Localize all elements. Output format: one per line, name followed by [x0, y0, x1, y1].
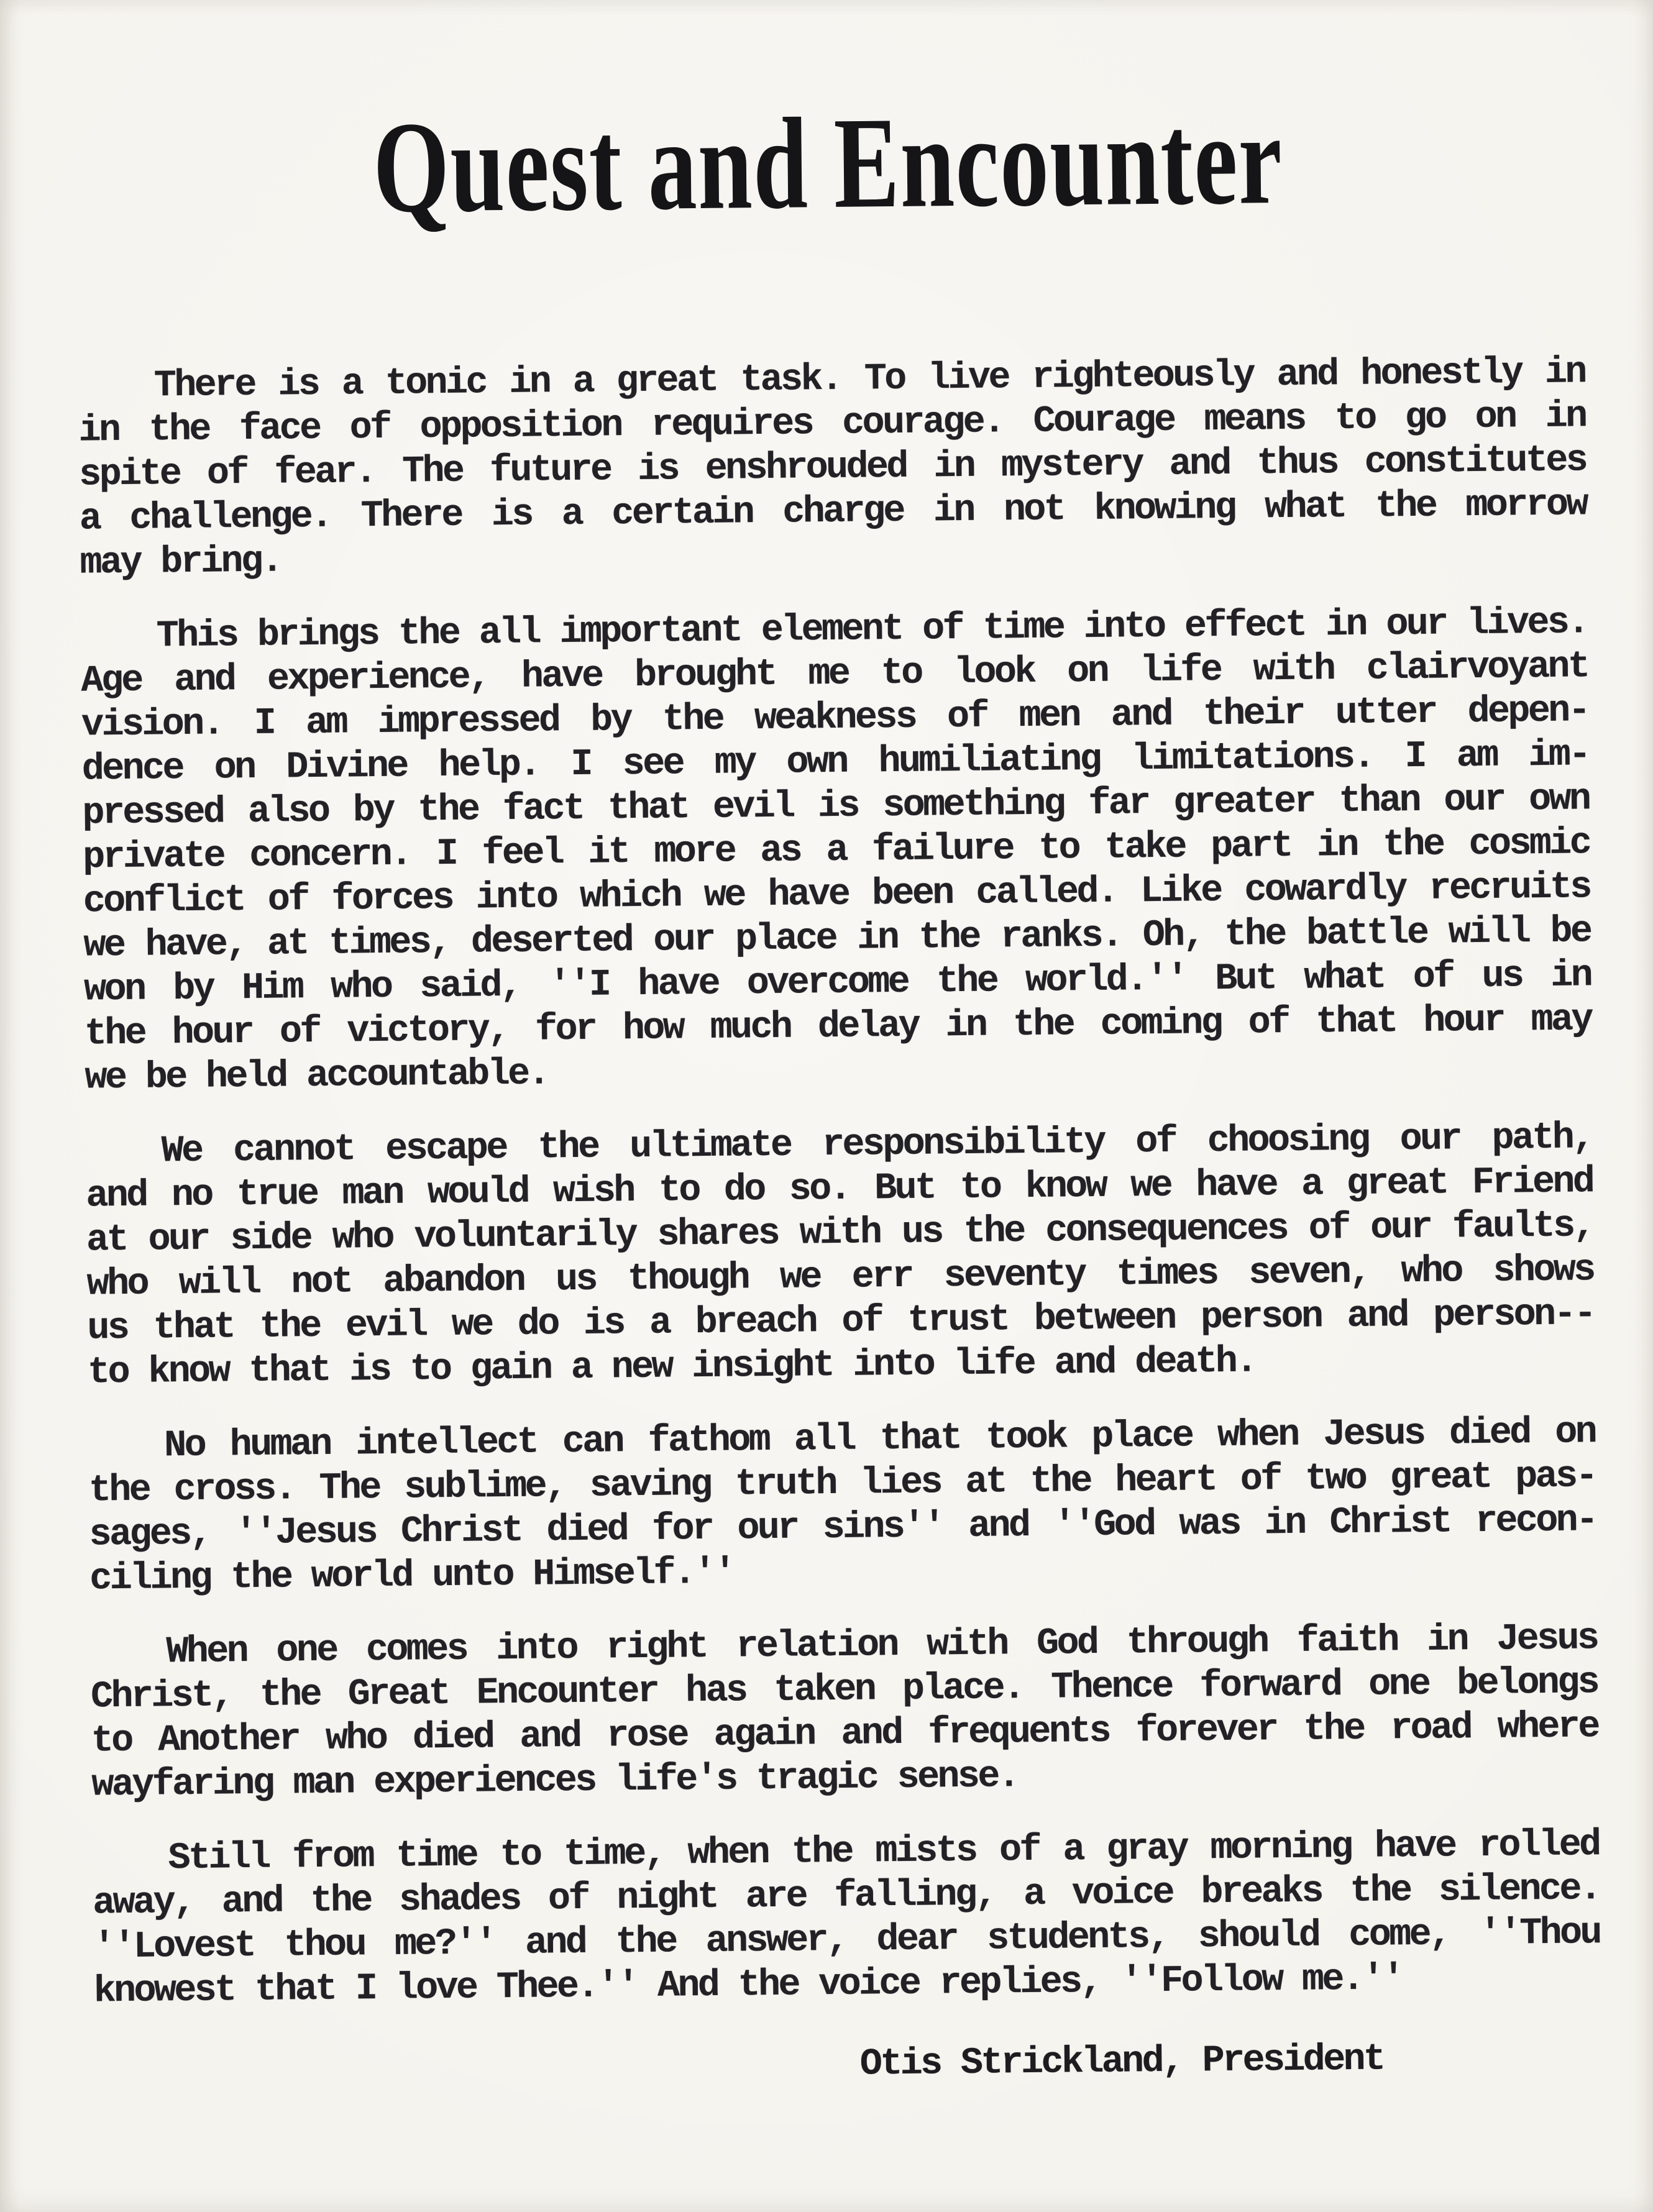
- text-line: and no true man would wish to do so. But to know we have a great Friend: [86, 1161, 1593, 1218]
- paragraph: [88, 1410, 1597, 1601]
- text-line: No human intellect can fathom all that took place when Jesus died on: [163, 1411, 1596, 1468]
- text-line: may bring.: [80, 540, 282, 585]
- page-title-text: Quest and Encounter: [372, 86, 1284, 240]
- text-line: There is a tonic in a great task. To live righteously and honestly in: [153, 351, 1586, 408]
- text-line: When one comes into right relation with God through faith in Jesus: [166, 1617, 1598, 1674]
- text-line: sages, ''Jesus Christ died for our sins'' and ''God was in Christ recon-: [89, 1499, 1596, 1556]
- text-line: won by Him who said, ''I have overcome the world.'' But what of us in: [83, 954, 1591, 1012]
- text-line: to Another who died and rose again and frequents forever the road where: [91, 1706, 1599, 1763]
- text-line: we be held accountable.: [85, 1053, 549, 1100]
- page-title: [1, 86, 1653, 240]
- paragraph: [92, 1823, 1601, 2014]
- text-line: This brings the all important element of time into effect in our lives.: [156, 601, 1588, 658]
- text-line: we have, at times, deserted our place in the ranks. Oh, the battle will be: [83, 910, 1591, 967]
- paragraph: [90, 1617, 1599, 1808]
- signature-line: Otis Strickland, President: [859, 2038, 1384, 2086]
- text-line: a challenge. There is a certain charge in not knowing what the morrow: [79, 483, 1587, 541]
- paragraph: [78, 350, 1587, 585]
- text-line: who will not abandon us though we err seventy times seven, who shows: [86, 1249, 1595, 1306]
- text-line: Age and experience, have brought me to look on life with clairvoyant: [81, 646, 1588, 703]
- text-line: ciling the world unto Himself.'': [89, 1552, 735, 1601]
- text-line: We cannot escape the ultimate responsibility of choosing our path,: [161, 1117, 1593, 1173]
- text-line: conflict of forces into which we have been called. Like cowardly recruits: [83, 866, 1591, 923]
- text-line: in the face of opposition requires courage. Courage means to go on in: [78, 395, 1586, 452]
- text-line: the hour of victory, for how much delay in the coming of that hour may: [84, 999, 1592, 1056]
- paragraph: [80, 601, 1591, 1100]
- text-line: ''Lovest thou me?'' and the answer, dear students, should come, ''Thou: [93, 1912, 1601, 1969]
- text-line: dence on Divine help. I see my own humiliating limitations. I am im-: [81, 734, 1590, 791]
- text-line: Still from time to time, when the mists of a gray morning have rolled: [168, 1824, 1600, 1880]
- text-line: away, and the shades of night are falling, a voice breaks the silence.: [93, 1868, 1600, 1925]
- text-line: private concern. I feel it more as a failure to take part in the cosmic: [82, 822, 1590, 879]
- text-line: spite of fear. The future is enshrouded in mystery and thus constitutes: [78, 439, 1587, 496]
- text-line: Christ, the Great Encounter has taken place. Thence forward one belongs: [90, 1661, 1598, 1719]
- text-line: knowest that I love Thee.'' And the voice replies, ''Follow me.'': [93, 1958, 1403, 2013]
- text-line: at our side who voluntarily shares with us the consequences of our faults,: [86, 1205, 1594, 1262]
- paragraph: [85, 1116, 1595, 1395]
- text-line: to know that is to gain a new insight into life and death.: [87, 1340, 1256, 1394]
- text-line: us that the evil we do is a breach of trust between person and person--: [87, 1293, 1595, 1350]
- text-line: wayfaring man experiences life's tragic sense.: [91, 1755, 1019, 1807]
- body-text: [78, 350, 1602, 2094]
- text-line: vision. I am impressed by the weakness of men and their utter depen-: [81, 690, 1589, 747]
- text-line: pressed also by the fact that evil is something far greater than our own: [82, 778, 1590, 835]
- text-line: the cross. The sublime, saving truth lies at the heart of two great pas-: [88, 1455, 1596, 1512]
